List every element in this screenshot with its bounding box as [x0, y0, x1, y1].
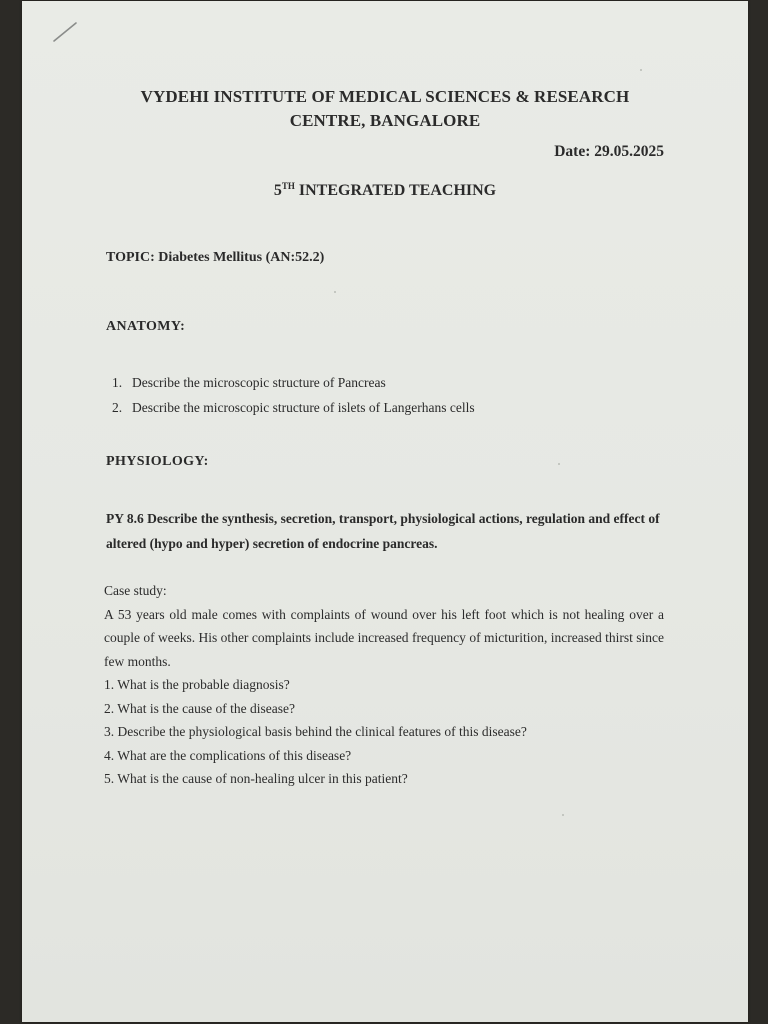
case-question: 3. Describe the physiological basis behind the clinical features of this disease? — [104, 724, 527, 739]
anatomy-heading: ANATOMY: — [106, 319, 186, 334]
topic-label: TOPIC: — [106, 250, 155, 265]
session-title — [22, 181, 748, 200]
anatomy-list — [112, 370, 475, 420]
document-date: Date: 29.05.2025 — [554, 143, 664, 160]
list-item-number: 1. — [112, 375, 123, 390]
topic-value: Diabetes Mellitus (AN:52.2) — [158, 250, 325, 265]
session-number: 5 — [273, 182, 282, 199]
pen-stroke-mark — [52, 19, 78, 43]
physiology-competency: PY 8.6 Describe the synthesis, secretion, transport, physiological actions, regulation and effect of altered (hypo and hyper) secretion of endocrine pancreas. — [106, 511, 660, 551]
paper-speck — [562, 814, 564, 816]
paper-speck — [334, 291, 336, 293]
list-item-text: Describe the microscopic structure of Pancreas — [132, 375, 386, 390]
anatomy-list-item — [112, 370, 475, 395]
paper-speck — [558, 463, 560, 465]
list-item-text: Describe the microscopic structure of islets of Langerhans cells — [132, 400, 475, 415]
document-page — [22, 1, 748, 1022]
session-ordinal-suffix: TH — [281, 181, 295, 191]
physiology-heading: PHYSIOLOGY: — [106, 454, 209, 469]
paper-speck — [640, 69, 642, 71]
institute-name-line1: VYDEHI INSTITUTE OF MEDICAL SCIENCES & RESEARCH — [140, 87, 630, 106]
case-question: 4. What are the complications of this disease? — [104, 747, 352, 763]
case-question: 1. What is the probable diagnosis? — [104, 677, 290, 692]
anatomy-list-item — [112, 395, 475, 420]
list-item-number: 2. — [112, 400, 123, 415]
topic-line — [106, 250, 324, 266]
case-study-text: A 53 years old male comes with complaints of wound over his left foot which is not healing over a couple of weeks. His other complaints include increased frequency of micturition, increased thirst since few months. — [104, 606, 664, 669]
case-question: 2. What is the cause of the disease? — [104, 700, 295, 716]
case-study-block — [104, 579, 664, 791]
institute-name-line2: CENTRE, BANGALORE — [289, 111, 481, 130]
case-question: 5. What is the cause of non-healing ulcer in this patient? — [104, 771, 408, 786]
session-text: INTEGRATED TEACHING — [294, 182, 497, 199]
case-study-title: Case study: — [104, 583, 167, 598]
